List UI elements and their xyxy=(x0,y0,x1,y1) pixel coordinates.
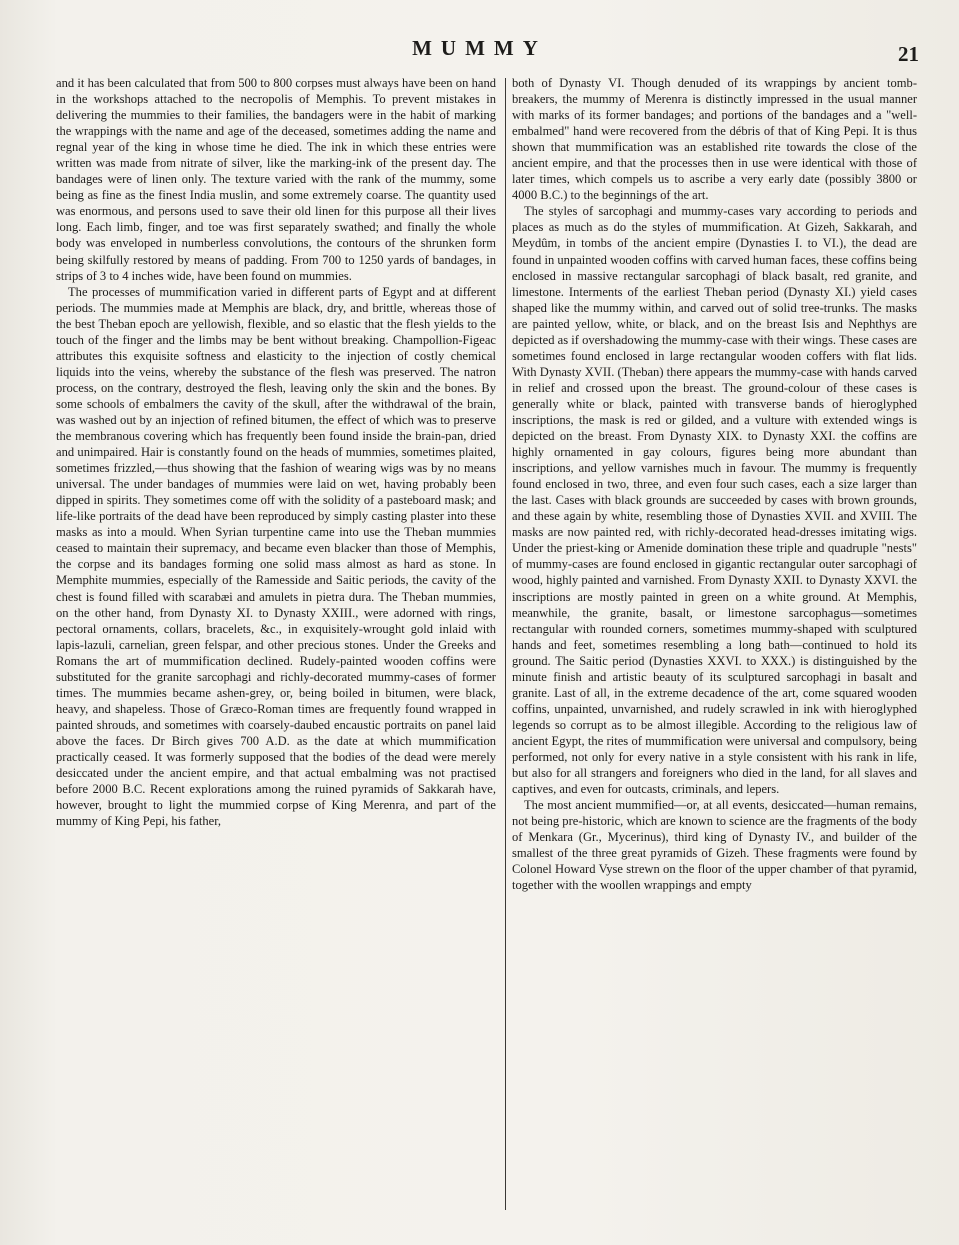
paragraph: The processes of mummification varied in different parts of Egypt and at different periods. The mummies made at Memphis are black, dry, and brittle, whereas those of the best Theban epoch are yellowish, flexible, and so elastic that the flesh yields to the touch of the finger and the limbs may be bent without breaking. Champollion-Figeac attributes this exquisite softness and elasticity to the injection of costly chemical liquids into the veins, whereby the substance of the flesh was preserved. The natron process, on the contrary, destroyed the flesh, leaving only the skin and the bones. By some schools of embalmers the cavity of the skull, after the withdrawal of the brain, was washed out by an injection of refined bitumen, the effect of which was to preserve the membranous covering which has frequently been found inside the brain-pan, dried and unimpaired. Hair is constantly found on the heads of mummies, sometimes plaited, sometimes frizzled,—thus showing that the fashion of wearing wigs was by no means universal. The under bandages of mummies were laid on wet, having probably been dipped in spirits. They sometimes come off with the solidity of a pasteboard mask; and life-like portraits of the dead have been reproduced by simply casting plaster into these masks as into a mould. When Syrian turpentine came into use the Theban mummies ceased to maintain their supremacy, and became even blacker than those of Memphis, the corpse and its bandages forming one solid mass almost as hard as stone. In Memphite mummies, especially of the Ramesside and Saitic periods, the cavity of the chest is found filled with scarabæi and amulets in pietra dura. The Theban mummies, on the other hand, from Dynasty XI. to Dynasty XXIII., were adorned with rings, pectoral ornaments, collars, bracelets, &c., in exquisitely-wrought gold inlaid with lapis-lazuli, carnelian, green felspar, and other precious stones. Under the Greeks and Romans the art of mummification declined. Rudely-painted wooden coffins were substituted for the granite sarcophagi and richly-decorated mummy-cases of former times. The mummies became ashen-grey, or, being boiled in bitumen, were black, heavy, and shapeless. Those of Græco-Roman times are frequently found wrapped in painted shrouds, and sometimes with coarsely-daubed encaustic portraits on panel laid above the faces. Dr Birch gives 700 A.D. as the date at which mummification practically ceased. It was formerly supposed that the bodies of the dead were merely desiccated under the ancient empire, and that actual embalming was not practised before 2000 B.C. Recent explorations among the ruined pyramids of Sakkarah have, however, brought to light the mummied corpse of King Merenra, and part of the mummy of King Pepi, his father, xyxy=(56,284,496,829)
column-divider xyxy=(505,78,506,1210)
paragraph: The most ancient mummified—or, at all events, desiccated—human remains, not being pre-historic, which are known to science are the fragments of the body of Menkara (Gr., Mycerinus), third king of Dynasty IV., and builder of the smallest of the three great pyramids of Gizeh. These fragments were found by Colonel Howard Vyse strewn on the floor of the upper chamber of that pyramid, together with the woollen wrappings and empty xyxy=(512,798,917,893)
page-number: 21 xyxy=(898,42,919,66)
paragraph: and it has been calculated that from 500 to 800 corpses must always have been on hand in the workshops attached to the necropolis of Memphis. To prevent mistakes in delivering the mummies to their families, the bandagers were in the habit of marking the wrappings with the name and age of the deceased, sometimes adding the name and regnal year of the king in whose time he died. The ink in which these entries were written was made from nitrate of silver, like the marking-ink of the present day. The bandages were of linen only. The texture varied with the rank of the mummy, some being as fine as the finest India muslin, and some extremely coarse. The quantity used was enormous, and persons used to save their old linen for this purpose all their lives long. Each limb, finger, and toe was first separately swathed; and finally the whole body was enveloped in numberless convolutions, the contours of the shrunken form being skilfully restored by means of padding. From 700 to 1250 yards of bandages, in strips of 3 to 4 inches wide, have been found on mummies. xyxy=(56,76,496,283)
running-title: MUMMY xyxy=(412,36,547,60)
paragraph: The styles of sarcophagi and mummy-cases vary according to periods and places as much as do the styles of mummification. At Gizeh, Sakkarah, and Meydûm, in tombs of the ancient empire (Dynasties I. to VI.), the dead are found in unpainted wooden coffins with carved human faces, these coffins being enclosed in massive rectangular sarcophagi of black basalt, red granite, and limestone. Interments of the earliest Theban period (Dynasty XI.) yield cases shaped like the mummy within, and carved out of solid tree-trunks. The masks are painted yellow, white, or black, and on the breast Isis and Nephthys are depicted as if overshadowing the mummy-case with their wings. These cases are sometimes found enclosed in large rectangular wooden coffers with flat lids. With Dynasty XVII. (Theban) there appears the mummy-case with hands carved in relief and crossed upon the breast. The ground-colour of these cases is generally white or black, painted with transverse bands of hieroglyphed inscriptions, the mask is red or gilded, and a vulture with extended wings is depicted on the breast. From Dynasty XIX. to Dynasty XXI. the coffins are highly ornamented in gay colours, figures being more abundant than inscriptions, and yellow varnishes much in favour. The mummy is frequently found enclosed in two, three, and even four such cases, each a size larger than the last. Cases with black grounds are succeeded by cases with brown grounds, and these again by white, resembling those of Dynasties XVII. and XVIII. The masks are now painted red, with richly-decorated head-dresses imitating wigs. Under the priest-king or Amenide domination these triple and quadruple "nests" of mummy-cases are found enclosed in gigantic rectangular outer sarcophagi of wood, highly painted and varnished. From Dynasty XXII. to Dynasty XXVI. the inscriptions are mostly painted in green on a white ground. At Memphis, meanwhile, the granite, basalt, or limestone sarcophagus—sometimes rectangular with rounded corners, sometimes mummy-shaped with sculptured hands and feet, sometimes resembling a long bath—continued to hold its ground. The Saitic period (Dynasties XXVI. to XXX.) is distinguished by the minute finish and artistic beauty of its sculptured sarcophagi in basalt and granite. Last of all, in the extreme decadence of the art, come squared wooden coffins, unpainted, unvarnished, and rudely scrawled in ink with hieroglyphed legends so corrupt as to be almost illegible. According to the religious law of ancient Egypt, the rites of mummification were universal and compulsory, being performed, not only for every native in a style consistent with his rank in life, but also for all strangers and foreigners who died in the land, for all slaves and captives, and even for outcasts, criminals, and lepers. xyxy=(512,204,917,797)
page-header xyxy=(0,36,959,66)
left-column xyxy=(56,75,496,1215)
right-column xyxy=(512,75,917,1215)
paragraph: both of Dynasty VI. Though denuded of its wrappings by ancient tomb-breakers, the mummy of Merenra is distinctly impressed in the usual manner with marks of its former bandages; and portions of the bandages and a "well-embalmed" hand were recovered from the débris of that of King Pepi. It is thus shown that mummification was an established rite towards the close of the ancient empire, and that the processes then in use were identical with those of later times, which compels us to ascribe a very early date (possibly 3800 or 4000 B.C.) to the beginnings of the art. xyxy=(512,76,917,203)
